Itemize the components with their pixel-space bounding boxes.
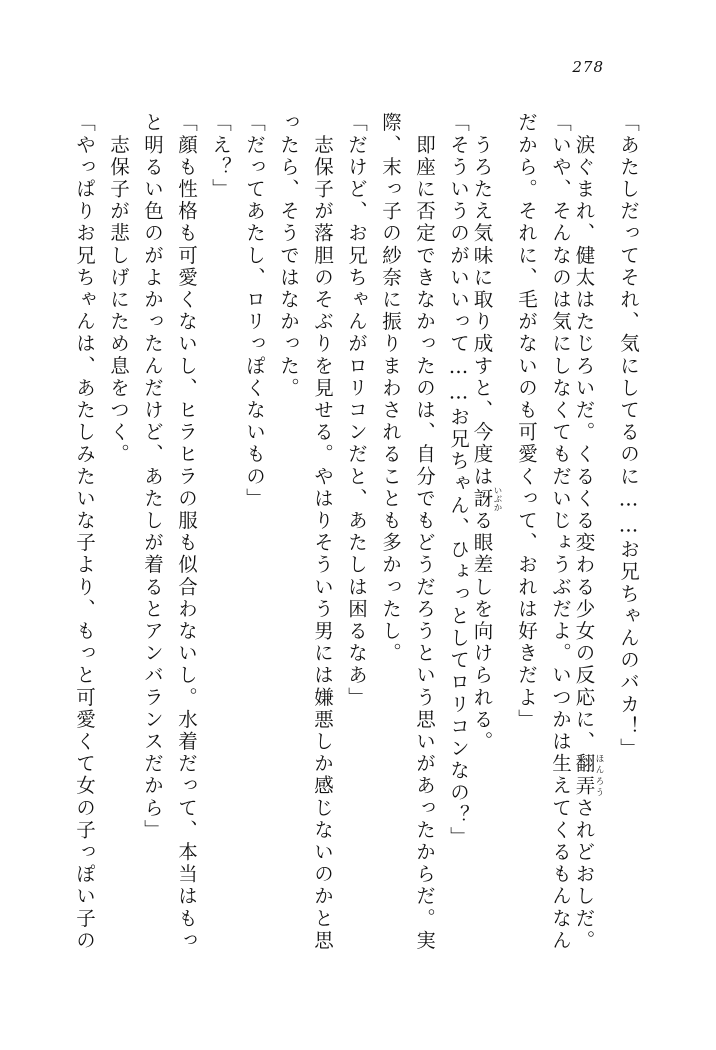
text-column: 涙ぐまれ、健太はたじろいだ。くるくる変わる少女の反応に、翻弄ほんろうされどおしだ。: [572, 112, 604, 952]
text-column: 「顔も性格も可愛くないし、ヒラヒラの服も似合わないし。水着だって、本当はもっ: [175, 112, 198, 952]
ruby-honrou: 翻弄ほんろう: [572, 752, 604, 798]
text-column: 即座に否定できなかったのは、自分でもどうだろうという思いがあったからだ。実: [413, 112, 436, 952]
text-column: 「やっぱりお兄ちゃんは、あたしみたいな子より、もっと可愛くて女の子っぽい子の: [73, 112, 96, 952]
text-column: 「だけど、お兄ちゃんがロリコンだと、あたしは困るなあ」: [345, 112, 368, 709]
text-column: 「だってあたし、ロリっぽくないもの」: [243, 112, 266, 510]
text-column: 際、末っ子の紗奈に振りまわされることも多かったし。: [379, 112, 402, 665]
text-column: と明るい色のがよかったんだけど、あたしが着るとアンバランスだから」: [141, 112, 164, 842]
text-column: 「そういうのがいいって……お兄ちゃん、ひょっとしてロリコンなの？」: [447, 112, 470, 849]
page-number: 278: [572, 58, 604, 76]
text-column: 志保子が悲しげにため息をつく。: [107, 112, 130, 466]
text-column: うろたえ気味に取り成すと、今度は訝いぶかる眼差しを向けられる。: [470, 112, 502, 753]
text-column: だから。それに、毛がないのも可愛くって、おれは好きだよ」: [515, 112, 538, 731]
text-column: ったら、そうではなかった。: [277, 112, 300, 400]
text-column: 志保子が落胆のそぶりを見せる。やはりそういう男には嫌悪しか感じないのかと思: [311, 112, 334, 952]
vertical-text-block: [72, 112, 638, 950]
text-column: 「いや、そんなのは気にしなくてもだいじょうぶだよ。いつかは生えてくるもんなん: [549, 112, 572, 952]
text-column: 「あたしだってそれ、気にしてるのに……お兄ちゃんのバカ！」: [617, 112, 640, 760]
ruby-ibuka: 訝いぶか: [470, 486, 502, 512]
text-column: 「え？」: [209, 112, 232, 201]
